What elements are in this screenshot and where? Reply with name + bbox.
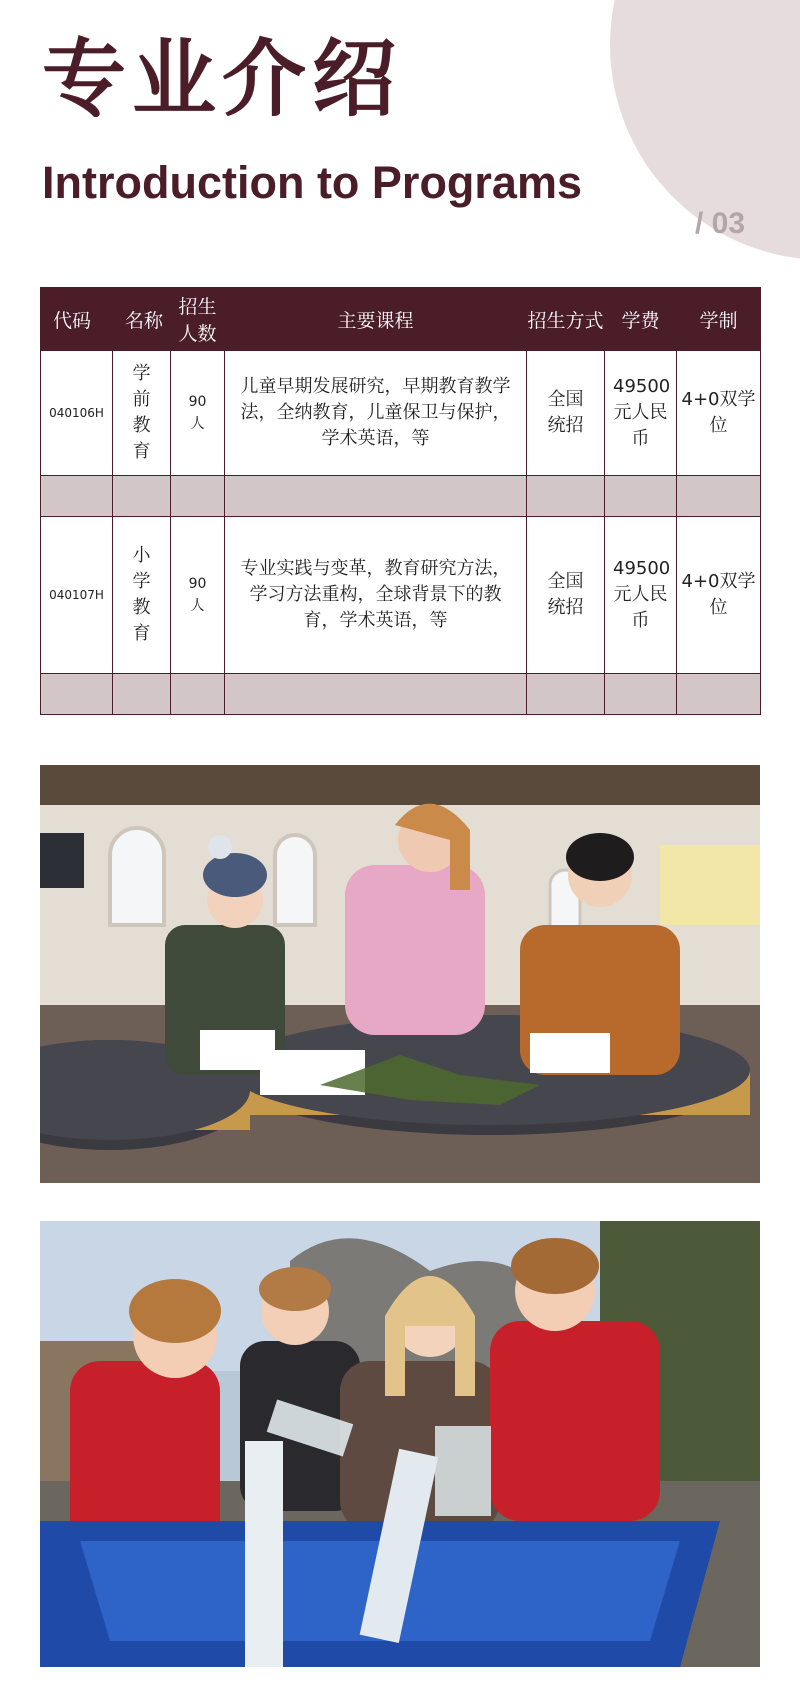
cell-method: 全国统招: [527, 351, 605, 476]
column-header-duration: 学制: [677, 288, 761, 351]
cell-code: 040106H: [41, 351, 113, 476]
table-row: [41, 517, 761, 674]
cell-name: 学前教育: [113, 351, 171, 476]
table-row-spacer: [41, 476, 761, 517]
cell-enrollment: 90人: [171, 517, 225, 674]
cell-method: 全国统招: [527, 517, 605, 674]
outdoor-activity-photo: [40, 1221, 760, 1667]
column-header-enrollment: 招生人数: [171, 288, 225, 351]
page-number: / 03: [695, 207, 746, 240]
page-title-chinese: 专业介绍: [42, 30, 403, 128]
page-title-english: Introduction to Programs: [42, 157, 582, 208]
table-row: [41, 351, 761, 476]
column-header-tuition: 学费: [605, 288, 677, 351]
column-header-code: 代码: [41, 288, 113, 351]
column-header-courses: 主要课程: [225, 288, 527, 351]
table-row-spacer: [41, 674, 761, 715]
cell-name: 小学教育: [113, 517, 171, 674]
cell-duration: 4+0双学位: [677, 517, 761, 674]
cell-courses: 专业实践与变革，教育研究方法，学习方法重构，全球背景下的教育，学术英语，等: [225, 517, 527, 674]
programs-table: [40, 287, 761, 715]
cell-tuition: 49500元人民币: [605, 351, 677, 476]
column-header-name: 名称: [113, 288, 171, 351]
column-header-method: 招生方式: [527, 288, 605, 351]
table-header-row: [41, 288, 761, 351]
classroom-photo: [40, 765, 760, 1183]
cell-duration: 4+0双学位: [677, 351, 761, 476]
cell-code: 040107H: [41, 517, 113, 674]
cell-tuition: 49500元人民币: [605, 517, 677, 674]
cell-enrollment: 90人: [171, 351, 225, 476]
cell-courses: 儿童早期发展研究，早期教育教学法，全纳教育，儿童保卫与保护，学术英语，等: [225, 351, 527, 476]
